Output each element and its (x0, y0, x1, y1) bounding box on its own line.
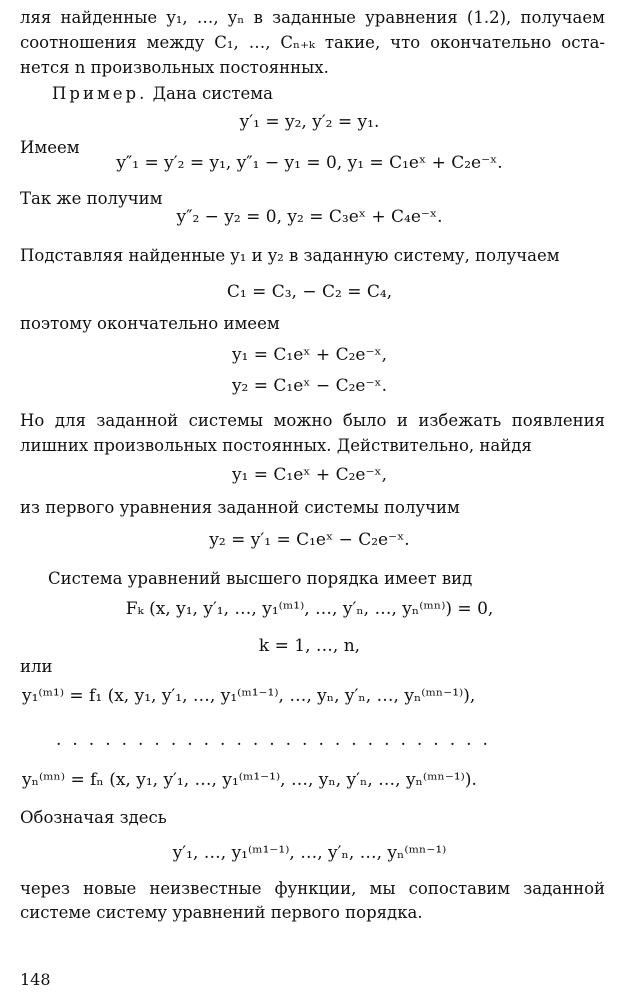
equation-y1: y₁ = C₁eˣ + C₂e⁻ˣ, (231, 345, 388, 365)
example-text: Дана система (152, 84, 273, 103)
equation-system: y′₁ = y₂, y′₂ = y₁. (239, 112, 380, 132)
text-substituting: Подставляя найденные y₁ и y₂ в заданную систему, получаем (20, 246, 560, 265)
text-higher-order: Система уравнений высшего порядка имеет вид (48, 569, 473, 588)
equation-y2-from: y₂ = y′₁ = C₁eˣ − C₂e⁻ˣ. (209, 530, 410, 550)
text-or: или (20, 657, 53, 676)
text-have: Имеем (20, 138, 80, 157)
equation-y2: y₂ = C₁eˣ − C₂e⁻ˣ. (231, 376, 388, 396)
equation-similar: y″₂ − y₂ = 0, y₂ = C₃eˣ + C₄e⁻ˣ. (176, 207, 443, 227)
equation-Fk: Fₖ (x, y₁, y′₁, …, y₁⁽ᵐ¹⁾, …, y′ₙ, …, yₙ⁽ᵐⁿ⁾) = 0, (125, 599, 494, 619)
equation-have: y″₁ = y′₂ = y₁, y″₁ − y₁ = 0, y₁ = C₁eˣ + C₂e⁻ˣ. (116, 153, 503, 173)
equation-k: k = 1, …, n, (258, 636, 361, 656)
page-number: 148 (20, 970, 51, 989)
example-label: Пример. (52, 84, 148, 103)
equation-denote: y′₁, …, y₁⁽ᵐ¹⁻¹⁾, …, y′ₙ, …, yₙ⁽ᵐⁿ⁻¹⁾ (172, 843, 447, 863)
text-finally: поэтому окончательно имеем (20, 314, 280, 333)
equation-constants: C₁ = C₃, − C₂ = C₄, (226, 282, 393, 302)
paragraph-line: нется n произвольных постоянных. (20, 58, 329, 77)
paragraph-line: ляя найденные y₁, …, yₙ в заданные уравнения (1.2), получаем (20, 8, 605, 27)
paragraph-line: через новые неизвестные функции, мы сопоставим заданной (20, 879, 605, 898)
paragraph-line: соотношения между C₁, …, Cₙ₊ₖ такие, что окончательно оста- (20, 33, 605, 52)
paragraph-line: системе систему уравнений первого порядка. (20, 903, 423, 922)
equation-dots: ........................... (56, 730, 499, 750)
paragraph-line: лишних произвольных постоянных. Действительно, найдя (20, 436, 532, 455)
text-denoting: Обозначая здесь (20, 808, 167, 827)
equation-f1: y₁⁽ᵐ¹⁾ = f₁ (x, y₁, y′₁, …, y₁⁽ᵐ¹⁻¹⁾, …, yₙ, y′ₙ, …, yₙ⁽ᵐⁿ⁻¹⁾), (22, 686, 476, 706)
equation-found: y₁ = C₁eˣ + C₂e⁻ˣ, (231, 465, 388, 485)
equation-fn: yₙ⁽ᵐⁿ⁾ = fₙ (x, y₁, y′₁, …, y₁⁽ᵐ¹⁻¹⁾, …, yₙ, y′ₙ, …, yₙ⁽ᵐⁿ⁻¹⁾). (22, 770, 477, 790)
example-heading (52, 84, 605, 104)
paragraph-line: Но для заданной системы можно было и избежать появления (20, 411, 605, 430)
text-from-first: из первого уравнения заданной системы получим (20, 498, 460, 517)
text-similarly: Так же получим (20, 189, 163, 208)
